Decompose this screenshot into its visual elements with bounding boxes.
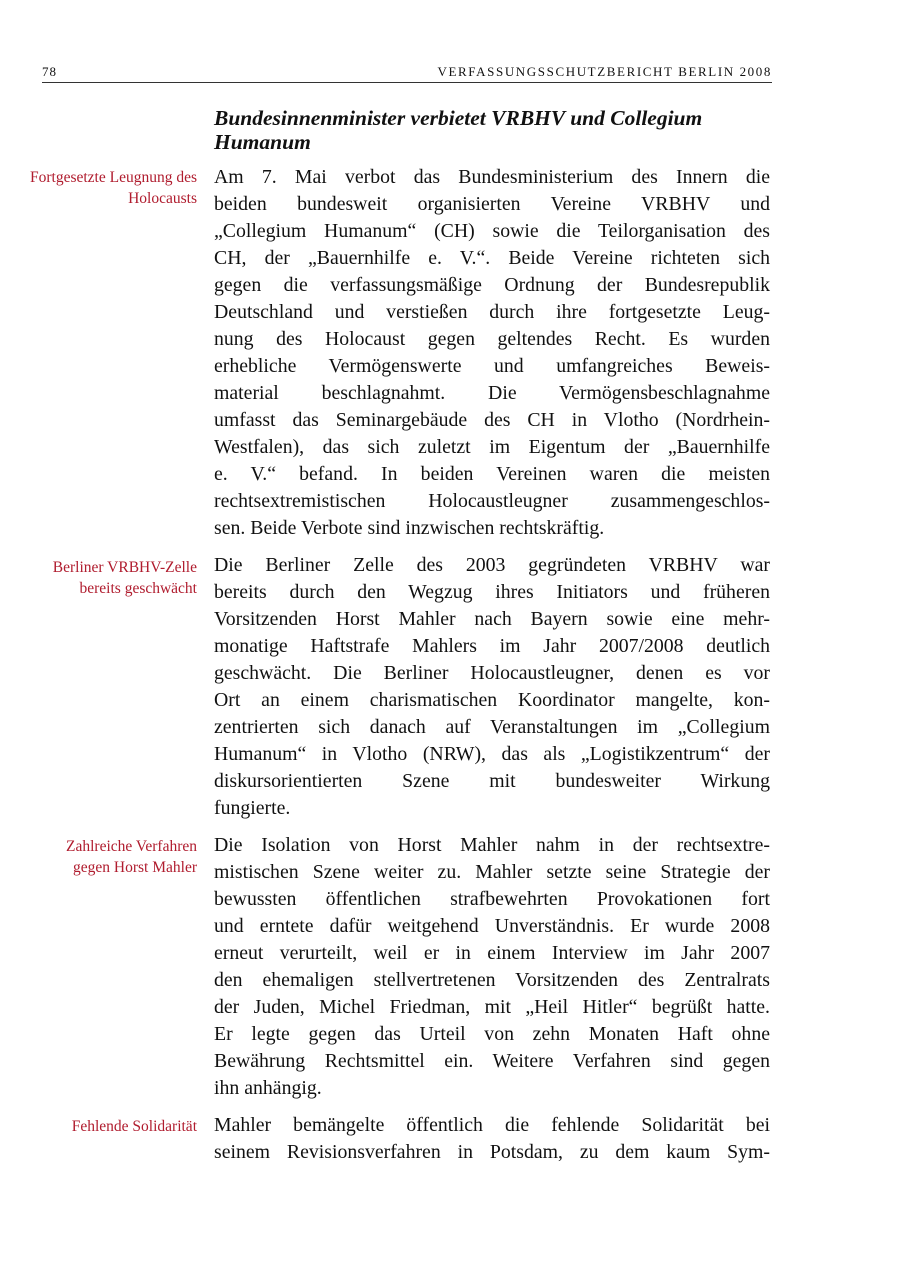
margin-note-holocaust-denial: Fortgesetzte Leugnung des Holocausts — [29, 169, 197, 207]
paragraph-solidarity — [214, 1112, 770, 1166]
text-line: zentrierten sich danach auf Veranstaltungen im „Collegium — [214, 716, 770, 738]
section-heading: Bundesinnenminister verbietet VRBHV und Collegium Humanum — [214, 106, 703, 154]
text-line: Ort an einem charismatischen Koordinator mangelte, kon- — [214, 689, 770, 711]
text-line: monatige Haftstrafe Mahlers im Jahr 2007/2008 deutlich — [214, 635, 770, 657]
text-line: „Collegium Humanum“ (CH) sowie die Teilorganisation des — [214, 220, 770, 242]
text-line: Er legte gegen das Urteil von zehn Monaten Haft ohne — [214, 1023, 770, 1045]
text-line: Westfalen), das sich zuletzt im Eigentum der „Bauernhilfe — [214, 436, 770, 458]
text-line: bewussten öffentlichen strafbewehrten Provokationen fort — [214, 888, 770, 910]
text-line: umfasst das Seminargebäude des CH in Vlotho (Nordrhein- — [214, 409, 770, 431]
text-line: Die Berliner Zelle des 2003 gegründeten VRBHV war — [214, 554, 770, 576]
page-number: 78 — [42, 64, 57, 79]
text-line: Humanum“ in Vlotho (NRW), das als „Logistikzentrum“ der — [214, 743, 770, 765]
text-line: rechtsextremistischen Holocaustleugner zusammengeschlos- — [214, 490, 770, 512]
text-line: gegen die verfassungsmäßige Ordnung der Bundesrepublik — [214, 274, 770, 296]
text-line: nung des Holocaust gegen geltendes Recht. Es wurden — [214, 328, 770, 350]
text-line: material beschlagnahmt. Die Vermögensbeschlagnahme — [214, 382, 770, 404]
running-title: VERFASSUNGSSCHUTZBERICHT BERLIN 2008 — [437, 64, 772, 79]
margin-note-solidarity: Fehlende Solidarität — [71, 1118, 197, 1135]
text-line: Deutschland und verstießen durch ihre fortgesetzte Leug- — [214, 301, 770, 323]
text-line: Bewährung Rechtsmittel ein. Weitere Verfahren sind gegen — [214, 1050, 770, 1072]
text-line: mistischen Szene weiter zu. Mahler setzte seine Strategie der — [214, 861, 770, 883]
paragraph-ban — [214, 164, 770, 542]
text-line: Mahler bemängelte öffentlich die fehlende Solidarität bei — [214, 1114, 770, 1136]
text-line: Die Isolation von Horst Mahler nahm in der rechtsextre- — [214, 834, 770, 856]
margin-note-berlin-cell: Berliner VRBHV-Zelle bereits geschwächt — [52, 559, 197, 597]
text-line: CH, der „Bauernhilfe e. V.“. Beide Vereine richteten sich — [214, 247, 770, 269]
text-line: den ehemaligen stellvertretenen Vorsitzenden des Zentralrats — [214, 969, 770, 991]
text-line: Am 7. Mai verbot das Bundesministerium des Innern die — [214, 166, 770, 188]
paragraph-berlin-cell — [214, 552, 770, 822]
text-line: sen. Beide Verbote sind inzwischen rechtskräftig. — [214, 517, 605, 539]
text-line: geschwächt. Die Berliner Holocaustleugner, denen es vor — [214, 662, 770, 684]
text-line: seinem Revisionsverfahren in Potsdam, zu dem kaum Sym- — [214, 1141, 770, 1163]
text-line: Vorsitzenden Horst Mahler nach Bayern sowie eine mehr- — [214, 608, 770, 630]
text-line: und erntete dafür weitgehend Unverständnis. Er wurde 2008 — [214, 915, 770, 937]
text-line: erhebliche Vermögenswerte und umfangreiches Beweis- — [214, 355, 770, 377]
text-line: e. V.“ befand. In beiden Vereinen waren die meisten — [214, 463, 770, 485]
text-line: bereits durch den Wegzug ihres Initiators und früheren — [214, 581, 770, 603]
text-line: erneut verurteilt, weil er in einem Interview im Jahr 2007 — [214, 942, 770, 964]
text-line: fungierte. — [214, 797, 291, 819]
page-header — [42, 62, 772, 83]
text-line: diskursorientierten Szene mit bundesweiter Wirkung — [214, 770, 770, 792]
text-line: ihn anhängig. — [214, 1077, 322, 1099]
paragraph-mahler-isolation — [214, 832, 770, 1102]
margin-note-mahler-proceedings: Zahlreiche Verfahren gegen Horst Mahler — [66, 838, 197, 876]
text-line: beiden bundesweit organisierten Vereine VRBHV und — [214, 193, 770, 215]
text-line: der Juden, Michel Friedman, mit „Heil Hitler“ begrüßt hatte. — [214, 996, 770, 1018]
